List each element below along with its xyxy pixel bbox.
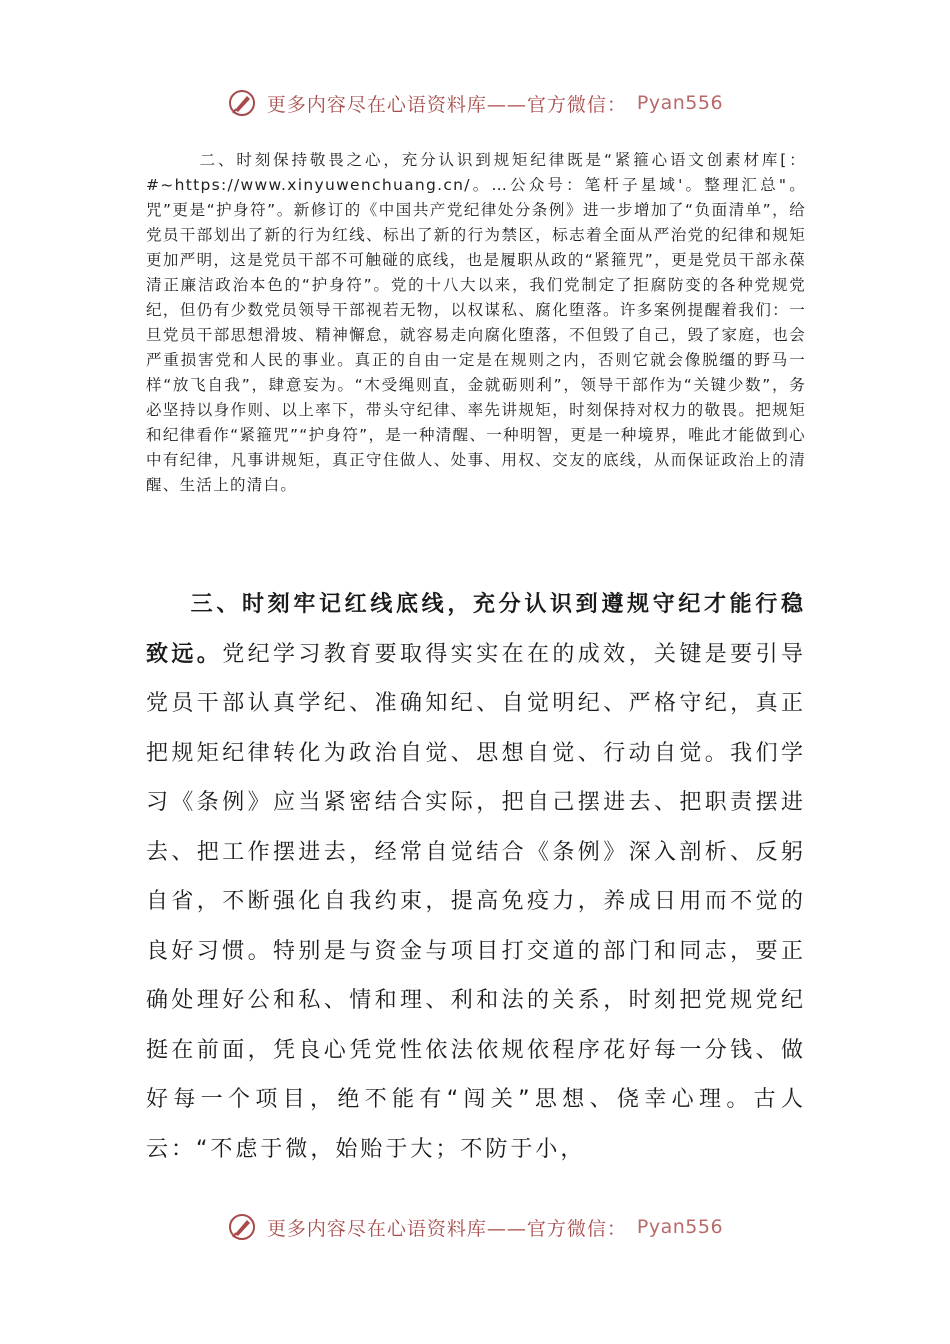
watermark-handle: Pyan556	[636, 1216, 724, 1238]
watermark-header	[0, 88, 950, 118]
watermark-handle: Pyan556	[636, 92, 724, 114]
section-two-paragraph	[146, 148, 806, 498]
pen-logo-icon	[227, 88, 257, 118]
section-three-paragraph	[146, 580, 806, 1174]
section-two-text: 二、时刻保持敬畏之心，充分认识到规矩纪律既是“紧箍心语文创素材库[：#~https://www.xinyuwenchuang.cn/。…公众号：笔杆子星域'。整理汇总"。咒”更是“护身符”。新修订的《中国共产党纪律处分条例》进一步增加了“负面清单”，给党员干部划出了新的行为红线、标出了新的行为禁区，标志着全面从严治党的纪律和规矩更加严明，这是党员干部不可触碰的底线，也是履职从政的“紧箍咒”，更是党员干部永葆清正廉洁政治本色的“护身符”。党的十八大以来，我们党制定了拒腐防变的各种党规党纪，但仍有少数党员领导干部视若无物，以权谋私、腐化堕落。许多案例提醒着我们：一旦党员干部思想滑坡、精神懈怠，就容易走向腐化堕落，不但毁了自己，毁了家庭，也会严重损害党和人民的事业。真正的自由一定是在规则之内，否则它就会像脱缰的野马一样“放飞自我”，肆意妄为。“木受绳则直，金就砺则利”，领导干部作为“关键少数”，务必坚持以身作则、以上率下，带头守纪律、率先讲规矩，时刻保持对权力的敬畏。把规矩和纪律看作“紧箍咒”“护身符”，是一种清醒、一种明智，更是一种境界，唯此才能做到心中有纪律，凡事讲规矩，真正守住做人、处事、用权、交友的底线，从而保证政治上的清醒、生活上的清白。	[146, 151, 806, 494]
section-three-heading: 三、时刻牢记红线底线，充分认识到遵规守纪才能行稳致远。	[146, 592, 806, 667]
watermark-text: 更多内容尽在心语资料库——官方微信：	[266, 1217, 627, 1240]
section-three	[146, 580, 806, 1174]
watermark-footer	[0, 1212, 950, 1242]
section-two	[146, 148, 806, 498]
watermark-text: 更多内容尽在心语资料库——官方微信：	[266, 93, 627, 116]
pen-logo-icon	[227, 1212, 257, 1242]
section-three-body: 党纪学习教育要取得实实在在的成效，关键是要引导党员干部认真学纪、准确知纪、自觉明纪、严格守纪，真正把规矩纪律转化为政治自觉、思想自觉、行动自觉。我们学习《条例》应当紧密结合实际，把自己摆进去、把职责摆进去、把工作摆进去，经常自觉结合《条例》深入剖析、反躬自省，不断强化自我约束，提高免疫力，养成日用而不觉的良好习惯。特别是与资金与项目打交道的部门和同志，要正确处理好公和私、情和理、利和法的关系，时刻把党规党纪挺在前面，凭良心凭党性依法依规依程序花好每一分钱、做好每一个项目，绝不能有“闯关”思想、侥幸心理。古人云：“不虑于微，始贻于大；不防于小，	[146, 641, 806, 1162]
